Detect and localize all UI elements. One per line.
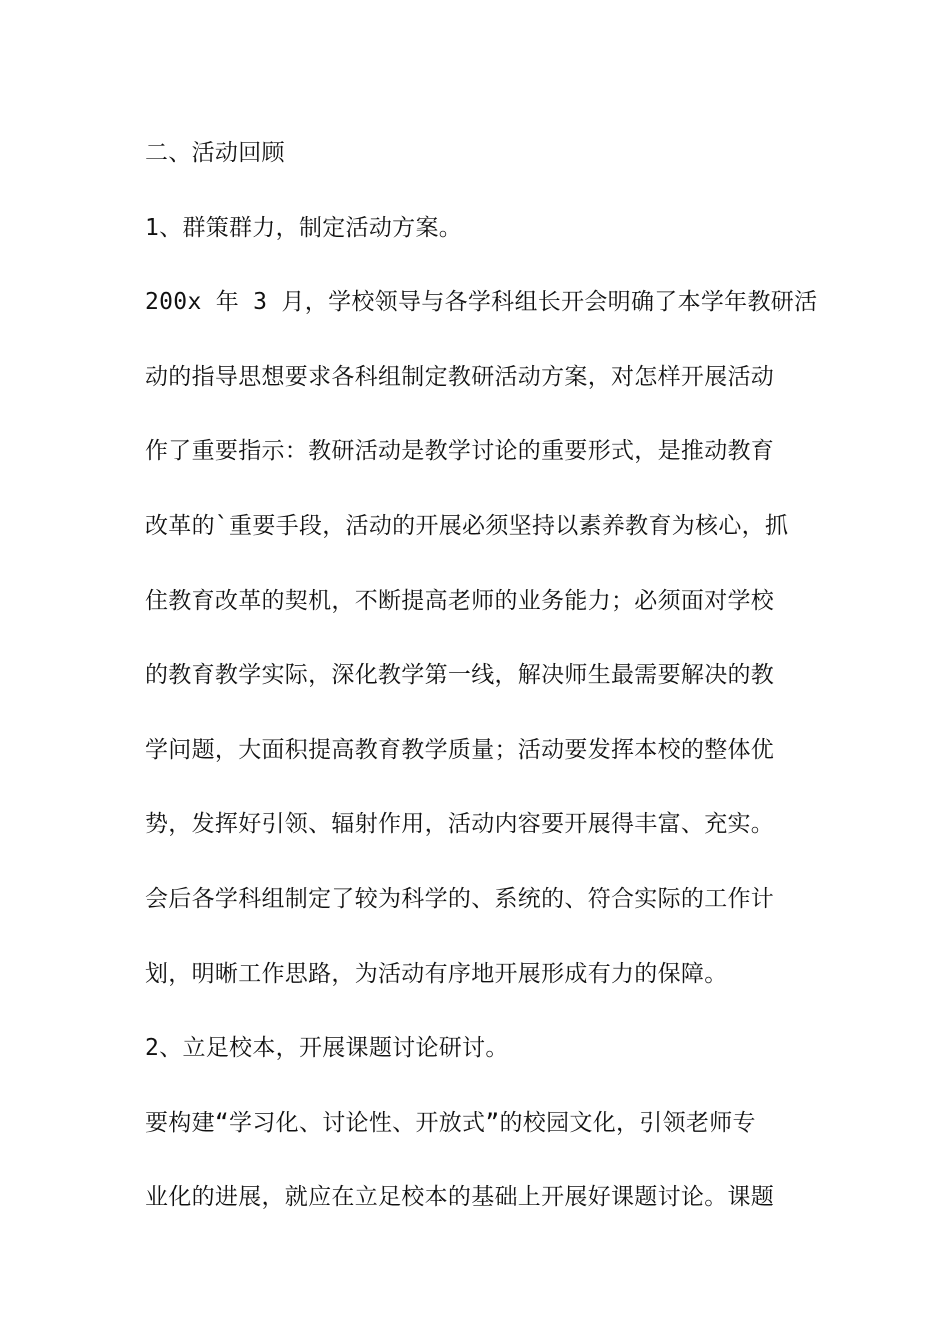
text-line: 会后各学科组制定了较为科学的、系统的、符合实际的工作计 [145, 885, 775, 912]
text-line: 划，明晰工作思路，为活动有序地开展形成有力的保障。 [145, 960, 728, 987]
text-line: 动的指导思想要求各科组制定教研活动方案，对怎样开展活动 [145, 363, 775, 390]
text-line: 作了重要指示：教研活动是教学讨论的重要形式，是推动教育 [145, 438, 775, 465]
text-line: 改革的`重要手段，活动的开展必须坚持以素养教育为核心，抓 [145, 512, 789, 539]
text-line: 200x 年 3 月，学校领导与各学科组长开会明确了本学年教研活 [145, 289, 818, 316]
subsection-heading: 1、群策群力，制定活动方案。 [145, 214, 463, 241]
text-line: 业化的进展，就应在立足校本的基础上开展好课题讨论。课题 [145, 1184, 775, 1211]
document-body [145, 134, 818, 1253]
text-line: 势，发挥好引领、辐射作用，活动内容要开展得丰富、充实。 [145, 811, 775, 838]
text-line: 要构建“学习化、讨论性、开放式”的校园文化，引领老师专 [145, 1109, 756, 1136]
text-line: 学问题，大面积提高教育教学质量；活动要发挥本校的整体优 [145, 736, 775, 763]
text-line: 住教育改革的契机，不断提高老师的业务能力；必须面对学校 [145, 587, 775, 614]
text-line: 的教育教学实际，深化教学第一线，解决师生最需要解决的教 [145, 662, 775, 689]
subsection-heading: 2、立足校本，开展课题讨论研讨。 [145, 1035, 509, 1062]
section-heading: 二、活动回顾 [145, 140, 285, 166]
